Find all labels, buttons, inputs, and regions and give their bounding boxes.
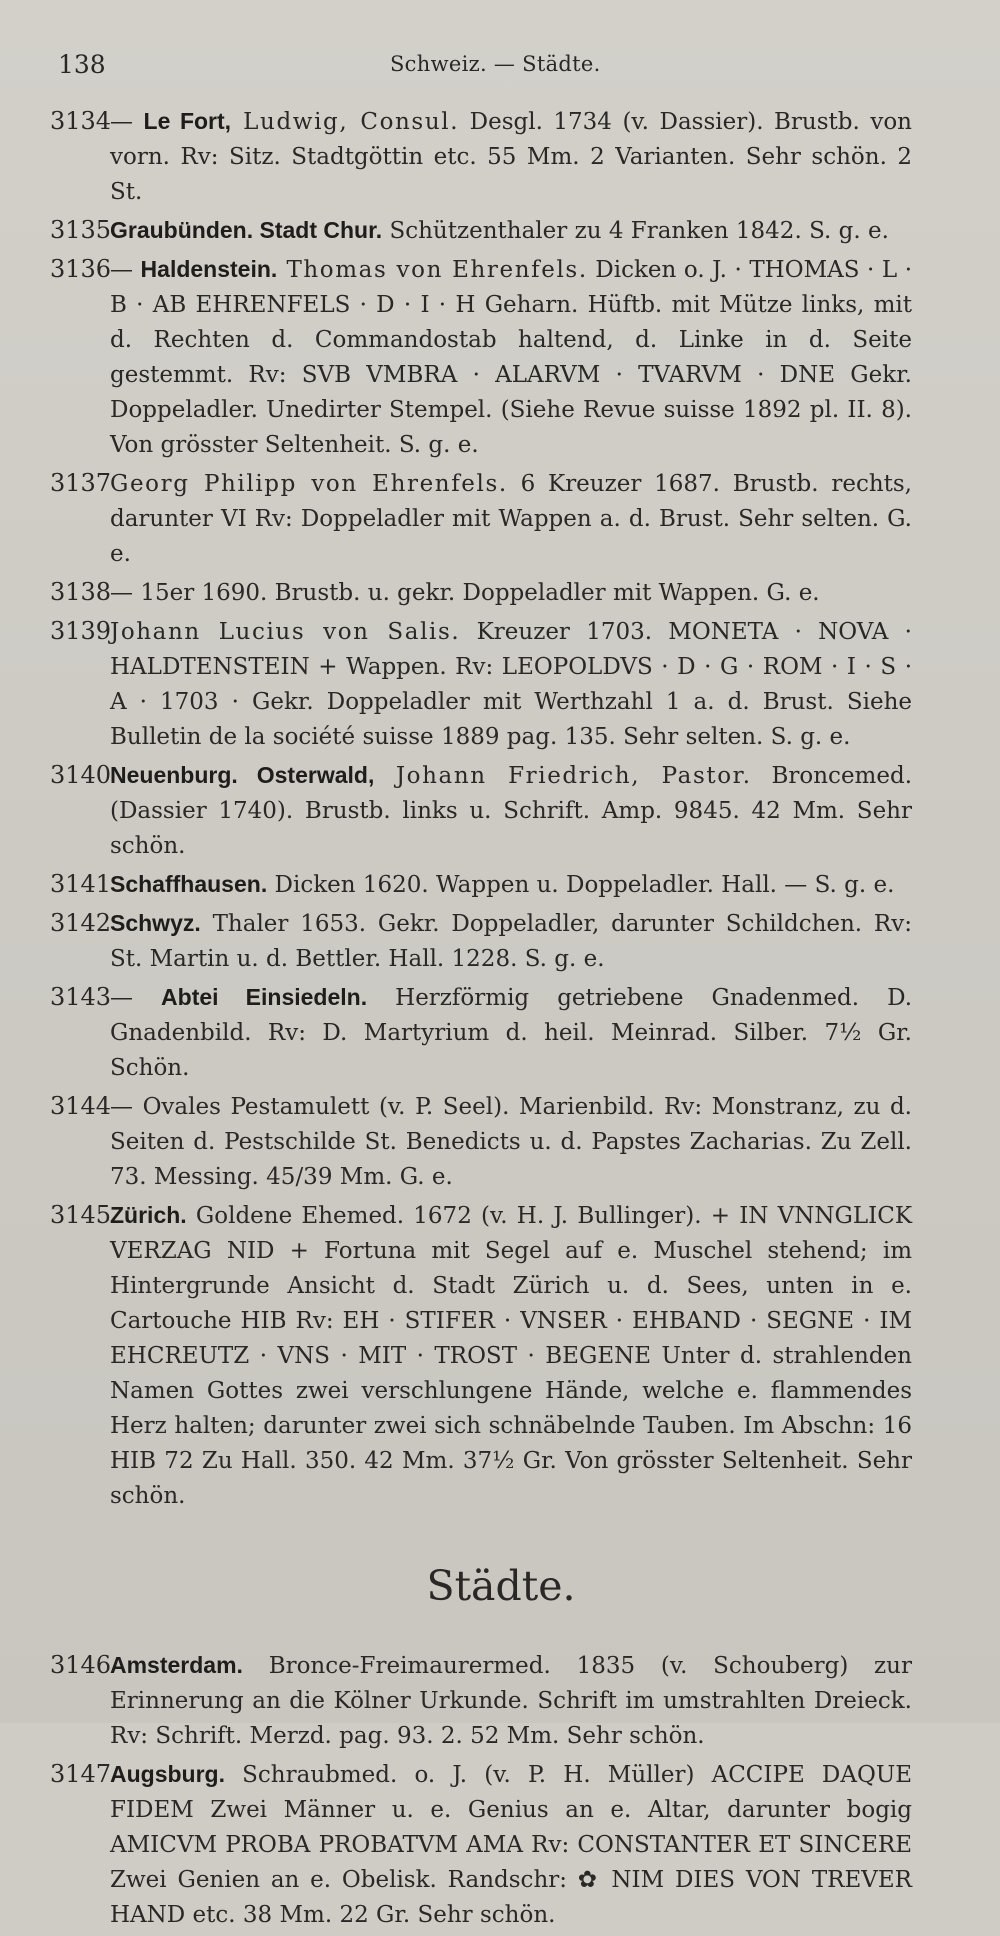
catalog-entry xyxy=(50,1089,912,1195)
entry-number: 3136 xyxy=(50,255,112,283)
entry-description: Ovales Pestamulett (v. P. Seel). Marienbild. Rv: Monstranz, zu d. Seiten d. Pestschilde St. Benedicts u. d. Papstes Zacharias. Zu Zell. 73. Messing. 45/39 Mm. G. e. xyxy=(110,1094,912,1190)
entry-description: Schützenthaler zu 4 Franken 1842. S. g. e. xyxy=(382,218,889,244)
running-title: Schweiz. — Städte. xyxy=(390,52,601,76)
entry-dash: — xyxy=(110,580,141,606)
catalog-entry xyxy=(50,867,912,903)
entry-text xyxy=(110,1198,912,1514)
catalog-entry xyxy=(50,1648,912,1754)
entry-text xyxy=(110,466,912,572)
entry-number: 3144 xyxy=(50,1092,112,1120)
catalog-entries xyxy=(50,104,912,1936)
entry-dash: — xyxy=(110,257,141,283)
entry-number: 3142 xyxy=(50,909,112,937)
catalog-entry xyxy=(50,466,912,572)
entry-description: Dicken 1620. Wappen u. Doppeladler. Hall. — S. g. e. xyxy=(267,872,895,898)
catalog-entry xyxy=(50,575,912,611)
entry-text xyxy=(110,575,912,611)
place-name: Haldenstein. xyxy=(140,256,278,282)
entry-number: 3145 xyxy=(50,1201,112,1229)
entry-text xyxy=(110,867,912,903)
place-name: Neuenburg. Osterwald, xyxy=(110,762,375,788)
place-name: Augsburg. xyxy=(110,1761,225,1787)
entry-text xyxy=(110,614,912,755)
entry-number: 3137 xyxy=(50,469,112,497)
entry-dash: — xyxy=(110,1094,143,1120)
person-name: Thomas von Ehrenfels. xyxy=(277,257,588,283)
entry-description: 6 Kreuzer 1687. Brustb. rechts, darunter VI Rv: Doppeladler mit Wappen a. d. Brust. Sehr selten. G. e. xyxy=(110,471,912,567)
entry-text xyxy=(110,906,912,977)
person-name: Johann Friedrich, Pastor. xyxy=(374,763,752,789)
entry-description: Kreuzer 1703. MONETA · NOVA · HALDTENSTEIN + Wappen. Rv: LEOPOLDVS · D · G · ROM · I · S · A · 1703 · Gekr. Doppeladler mit Werthzahl 1 a. d. Brust. Siehe Bulletin de la société suisse 1889 pag. 135. Sehr selten. S. g. e. xyxy=(110,619,912,750)
place-name: Le Fort, xyxy=(143,108,232,134)
person-name: Ludwig, Consul. xyxy=(231,109,460,135)
catalog-entry xyxy=(50,906,912,977)
entry-text xyxy=(110,104,912,210)
entry-dash: — xyxy=(110,109,144,135)
person-name: Georg Philipp von Ehrenfels. xyxy=(110,471,508,497)
catalog-entry xyxy=(50,1757,912,1933)
entry-description: Desgl. 1734 (v. Dassier). Brustb. von vorn. Rv: Sitz. Stadtgöttin etc. 55 Mm. 2 Varianten. Sehr schön. 2 St. xyxy=(110,109,912,205)
place-name: Schaffhausen. xyxy=(110,871,268,897)
entry-text xyxy=(110,1089,912,1195)
page-number: 138 xyxy=(58,50,106,79)
running-head xyxy=(0,44,1000,84)
entry-description: Goldene Ehemed. 1672 (v. H. J. Bullinger). + IN VNNGLICK VERZAG NID + Fortuna mit Segel auf e. Muschel stehend; im Hintergrunde Ansicht d. Stadt Zürich u. d. Sees, unten in e. Cartouche HIB Rv: EH · STIFER · VNSER · EHBAND · SEGNE · IM EHCREUTZ · VNS · MIT · TROST · BEGENE Unter d. strahlenden Namen Gottes zwei verschlungene Hände, welche e. flammendes Herz halten; darunter zwei sich schnäbelnde Tauben. Im Abschn: 16 HIB 72 Zu Hall. 350. 42 Mm. 37½ Gr. Von grösster Seltenheit. Sehr schön. xyxy=(110,1203,912,1509)
person-name: Johann Lucius von Salis. xyxy=(110,619,461,645)
entry-description: Thaler 1653. Gekr. Doppeladler, darunter Schildchen. Rv: St. Martin u. d. Bettler. Hall. 1228. S. g. e. xyxy=(110,911,912,972)
entry-text xyxy=(110,213,912,249)
entry-text xyxy=(110,758,912,864)
catalog-entry xyxy=(50,213,912,249)
entry-number: 3147 xyxy=(50,1760,112,1788)
entry-number: 3141 xyxy=(50,870,112,898)
catalog-entry xyxy=(50,614,912,755)
entry-text xyxy=(110,252,912,463)
place-name: Zürich. xyxy=(110,1202,187,1228)
entry-number: 3143 xyxy=(50,983,112,1011)
entry-description: Schraubmed. o. J. (v. P. H. Müller) ACCIPE DAQUE FIDEM Zwei Männer u. e. Genius an e. Altar, darunter bogig AMICVM PROBA PROBATVM AMA Rv: CONSTANTER ET SINCERE Zwei Genien an e. Obelisk. Randschr: ✿ NIM DIES VON TREVER HAND etc. 38 Mm. 22 Gr. Sehr schön. xyxy=(110,1762,912,1928)
entry-number: 3134 xyxy=(50,107,112,135)
entry-number: 3138 xyxy=(50,578,112,606)
entry-description: Herzförmig getriebene Gnadenmed. D. Gnadenbild. Rv: D. Martyrium d. heil. Meinrad. Silber. 7½ Gr. Schön. xyxy=(110,985,912,1081)
place-name: Amsterdam. xyxy=(110,1652,243,1678)
entry-number: 3139 xyxy=(50,617,112,645)
entry-description: Bronce-Freimaurermed. 1835 (v. Schouberg) zur Erinnerung an die Kölner Urkunde. Schrift im umstrahlten Dreieck. Rv: Schrift. Merzd. pag. 93. 2. 52 Mm. Sehr schön. xyxy=(110,1653,912,1749)
entry-dash: — xyxy=(110,985,162,1011)
place-name: Graubünden. Stadt Chur. xyxy=(110,217,383,243)
place-name: Schwyz. xyxy=(110,910,201,936)
entry-description: Broncemed. (Dassier 1740). Brustb. links u. Schrift. Amp. 9845. 42 Mm. Sehr schön. xyxy=(110,763,913,859)
entry-text xyxy=(110,1648,912,1754)
entry-number: 3146 xyxy=(50,1651,112,1679)
entry-number: 3135 xyxy=(50,216,112,244)
entry-text xyxy=(110,980,912,1086)
catalog-entry xyxy=(50,1198,912,1514)
entry-description: Dicken o. J. · THOMAS · L · B · AB EHRENFELS · D · I · H Geharn. Hüftb. mit Mütze links, mit d. Rechten d. Commandostab haltend, d. Linke in d. Seite gestemmt. Rv: SVB VMBRA · ALARVM · TVARVM · DNE Gekr. Doppeladler. Unedirter Stempel. (Siehe Revue suisse 1892 pl. II. 8). Von grösster Seltenheit. S. g. e. xyxy=(110,257,913,458)
entry-text xyxy=(110,1757,912,1933)
catalog-entry xyxy=(50,104,912,210)
catalog-entry xyxy=(50,758,912,864)
section-heading: Städte. xyxy=(426,1562,576,1610)
catalog-entry xyxy=(50,252,912,463)
entry-description: 15er 1690. Brustb. u. gekr. Doppeladler mit Wappen. G. e. xyxy=(140,580,820,606)
catalog-entry xyxy=(50,980,912,1086)
entry-number: 3140 xyxy=(50,761,112,789)
place-name: Abtei Einsiedeln. xyxy=(161,984,368,1010)
